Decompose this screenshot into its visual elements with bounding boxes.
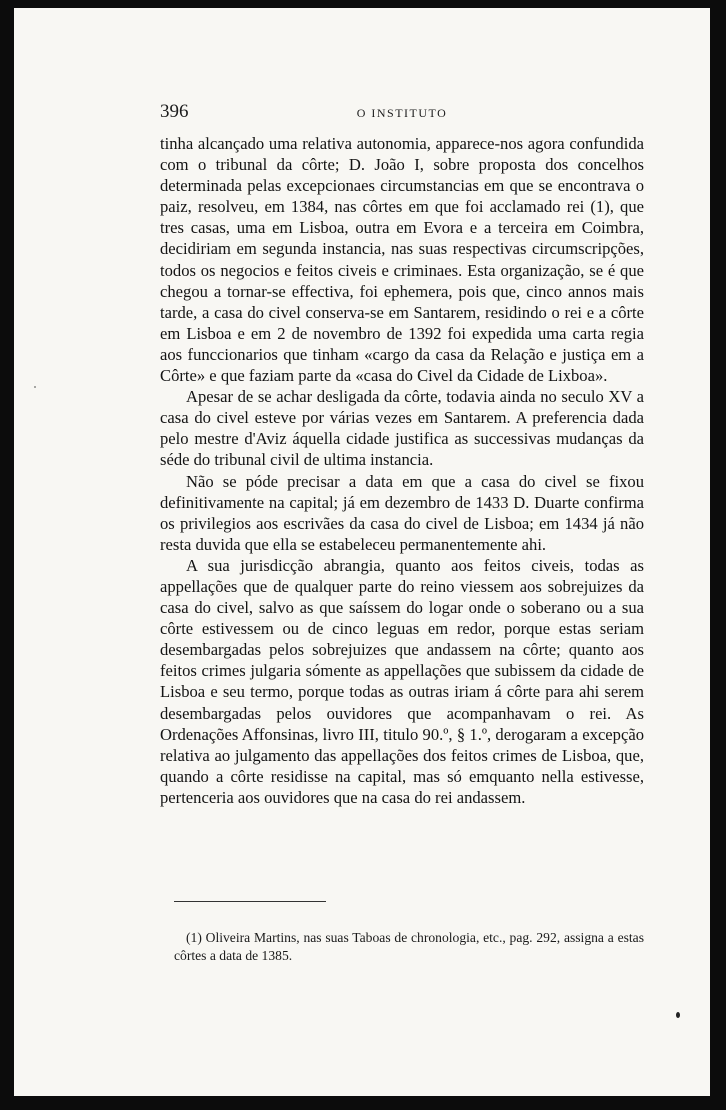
page-number: 396 (160, 101, 189, 122)
ink-speck (676, 1012, 680, 1018)
book-page (14, 8, 710, 1096)
paragraph: Apesar de se achar desligada da côrte, todavia ainda no seculo XV a casa do civel esteve por várias vezes em Santarem. A preferencia dada pelo mestre d'Aviz áquella cidade justifica as successivas mudanças da séde do tribunal civil de ultima instancia. (160, 387, 644, 470)
page-header (160, 101, 644, 125)
footnote-divider (174, 901, 326, 902)
paragraph: A sua jurisdicção abrangia, quanto aos feitos civeis, todas as appellações que de qualquer parte do reino viessem aos sobrejuizes da casa do civel, salvo as que saíssem do logar onde o soberano ou a sua côrte estivessem ou de cinco leguas em redor, porque estas seriam desembargadas pelos sobrejuizes que andassem na côrte; quanto aos feitos crimes julgaria sómente as appellações que subissem da cidade de Lisboa e seu termo, porque todas as outras iriam á côrte para ahi serem desembargadas pelos ouvidores que acompanhavam o rei. As Ordenações Affonsinas, livro III, titulo 90.º, § 1.º, derogaram a excepção relativa ao julgamento das appellações dos feitos crimes de Lisboa, que, quando a côrte residisse na capital, mas só emquanto nella estivesse, pertenceria aos ouvidores que na casa do rei andassem. (160, 555, 644, 807)
paragraph: Não se póde precisar a data em que a casa do civel se fixou definitivamente na capital; já em dezembro de 1433 D. Duarte confirma os privilegios aos escrivães da casa do civel de Lisboa; em 1434 já não resta duvida que ella se estabeleceu permanentemente ahi. (160, 471, 644, 554)
ink-speck (34, 386, 36, 388)
paragraph-continuation: tinha alcançado uma relativa autonomia, apparece-nos agora confundida com o tribunal da côrte; D. João I, sobre proposta dos concelhos determinada pelas excepcionaes circumstancias em que se encontrava o paiz, resolveu, em 1384, nas côrtes em que foi acclamado rei (1), que tres casas, uma em Lisboa, outra em Evora e a terceira em Coimbra, decidiriam em segunda instancia, nas suas respectivas circumscripções, todos os negocios e feitos civeis e criminaes. Esta organização, se é que chegou a tornar-se effectiva, foi ephemera, pois que, cinco annos mais tarde, a casa do civel conserva-se em Santarem, residindo o rei e a côrte em Lisboa e em 2 de novembro de 1392 foi expedida uma carta regia aos funccionarios que tinham «cargo da casa da Relação e justiça em a Côrte» e que faziam parte da «casa do Civel da Cidade de Lixboa». (160, 134, 644, 386)
running-title: O INSTITUTO (356, 106, 448, 120)
body-text (160, 133, 644, 808)
footnote: (1) Oliveira Martins, nas suas Taboas de chronologia, etc., pag. 292, assigna a estas côrtes a data de 1385. (174, 930, 644, 963)
